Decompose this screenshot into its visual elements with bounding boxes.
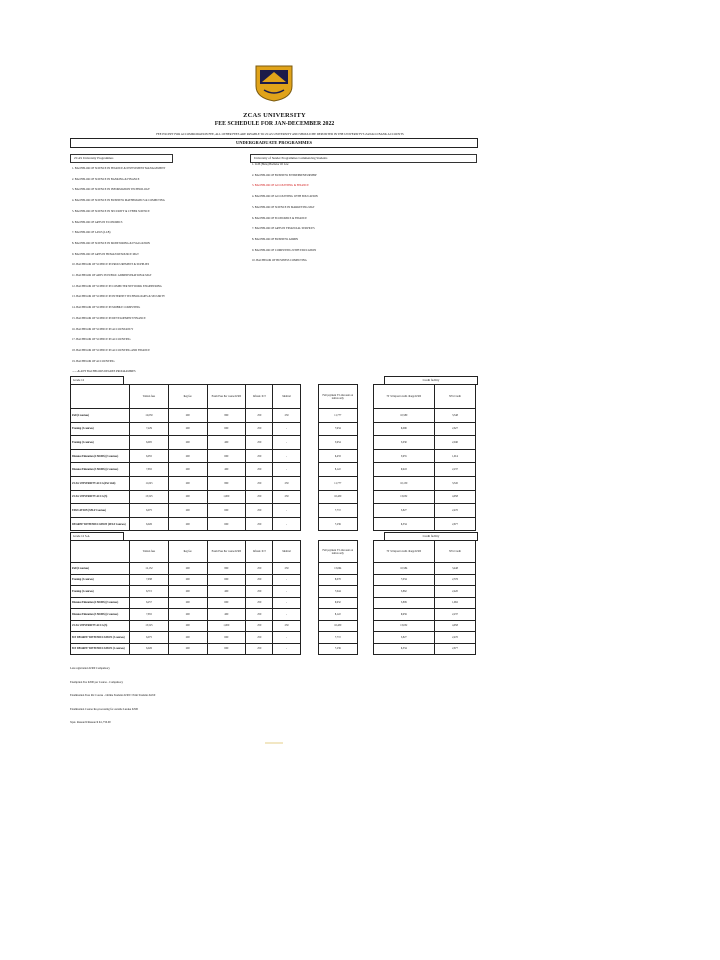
cell-tuition: 7,938 xyxy=(130,574,169,586)
column-spacer xyxy=(300,409,318,423)
cell-infra: 250 xyxy=(246,574,273,586)
col-header-blank xyxy=(71,541,130,563)
cell-exam: 600 xyxy=(207,504,246,518)
cell-infra: 250 xyxy=(246,620,273,632)
right-programme-item: 3. BACHELOR OF ACCOUNTING & FINANCE xyxy=(252,184,309,188)
column-spacer xyxy=(357,632,373,644)
column-spacer xyxy=(357,436,373,450)
cell-tuition: 6,026 xyxy=(130,517,169,531)
left-programme-item: 7. BACHELOR OF LAWS (LLB) xyxy=(72,231,111,235)
col-header-deposit: 70 % Deposit credit charge K300 xyxy=(373,541,434,563)
cell-credit: 3,448 xyxy=(434,563,475,575)
row-label: EDUCATION (SELF Courses) xyxy=(71,504,130,518)
cell-deposit: 5,030 xyxy=(373,436,434,450)
left-programme-item: 1. BACHELOR OF SCIENCE IN FINANCE & INVESTMENT MANAGEMENT xyxy=(72,167,166,170)
row-label: B.N DEGREE WITH EDUCATION (2 courses) xyxy=(71,643,130,655)
right-programme-item: 8. BACHELOR OF BUSINESS ADMIN xyxy=(252,237,299,241)
cell-credit: 2,420 xyxy=(434,586,475,598)
column-spacer xyxy=(300,504,318,518)
cell-exam: 600 xyxy=(207,517,246,531)
left-programme-item: 15. BACHELOR OF SCIENCE IN DEVELOPMENT FINANCE xyxy=(72,316,146,320)
cell-tuition: 6,075 xyxy=(130,632,169,644)
cell-exam: 400 xyxy=(207,586,246,598)
left-programme-item: 3. BACHELOR OF SCIENCE IN INFORMATION TECHNOLOGY xyxy=(72,188,150,192)
cell-medical: - xyxy=(273,463,300,477)
cell-tuition: 6,257 xyxy=(130,597,169,609)
column-spacer xyxy=(300,436,318,450)
cell-reg: 200 xyxy=(168,476,207,490)
column-spacer xyxy=(300,476,318,490)
cell-full: 7,239 xyxy=(318,517,357,531)
left-programme-item: 11. BACHELOR OF ARTS IN PUBLIC ADMINISTRATION & MGT xyxy=(72,274,152,277)
row-label: ZCAS UNIVERSITY ACCA (5) xyxy=(71,490,130,504)
right-programme-item: 6. BACHELOR OF ECONOMICS & FINANCE xyxy=(252,216,308,220)
cell-reg: 200 xyxy=(168,609,207,621)
col-header-reg: Reg fee xyxy=(168,385,207,409)
column-spacer xyxy=(300,609,318,621)
table1-credit-label: Credit facility xyxy=(384,376,478,385)
col-header-tuition: Tuition fees xyxy=(130,385,169,409)
cell-infra: 250 xyxy=(246,449,273,463)
cell-medical: - xyxy=(273,597,300,609)
cell-exam: 600 xyxy=(207,643,246,655)
cell-full: 7,044 xyxy=(318,586,357,598)
left-programmes-heading: ZCAS University Programmes xyxy=(70,154,173,163)
cell-deposit: 10,584 xyxy=(373,563,434,575)
footnote-line: Examination Fees Per Course - Online Students K300 / Print Students K450 xyxy=(70,694,156,697)
right-programme-item: 7. BACHELOR OF ARTS IN FINANCIAL SERVICES xyxy=(252,227,315,231)
column-spacer xyxy=(357,586,373,598)
cell-exam: 400 xyxy=(207,463,246,477)
cell-credit: 2,237 xyxy=(434,463,475,477)
left-programme-item: 8. BACHELOR OF SCIENCE IN MONITORING & EVALUATION xyxy=(72,241,150,245)
cell-medical: - xyxy=(273,436,300,450)
column-spacer xyxy=(357,541,373,563)
col-header-blank xyxy=(71,385,130,409)
cell-credit: 2,040 xyxy=(434,436,475,450)
column-spacer xyxy=(357,463,373,477)
column-spacer xyxy=(357,517,373,531)
left-programme-item: 9. BACHELOR OF ARTS IN HUMAN RESOURCE MGT xyxy=(72,252,139,256)
left-programme-item: 5. BACHELOR OF SCIENCE IN SECURITY & CYBER SCIENCE xyxy=(72,209,150,213)
cell-credit: 3,548 xyxy=(434,409,475,423)
column-spacer xyxy=(300,586,318,598)
right-programme-item: 5. BACHELOR OF SCIENCE IN MARKETING MGT xyxy=(252,205,315,209)
footnote-line: Exemption Fee K300 per Course - Compulsory xyxy=(70,680,123,684)
cell-deposit: 5,955 xyxy=(373,449,434,463)
col-header-medical: Medical xyxy=(273,541,300,563)
cell-exam: 400 xyxy=(207,609,246,621)
column-spacer xyxy=(357,597,373,609)
cell-deposit: 5,827 xyxy=(373,632,434,644)
cell-tuition: 6,075 xyxy=(130,504,169,518)
fee-row xyxy=(71,563,476,575)
fee-row xyxy=(71,620,476,632)
cell-deposit: 5,827 xyxy=(373,504,434,518)
row-label: ZCAS UNIVERSITY ACCA (5) xyxy=(71,620,130,632)
cell-reg: 200 xyxy=(168,490,207,504)
col-header-infra: Infrastr. ICT xyxy=(246,385,273,409)
cell-exam: 1,000 xyxy=(207,620,246,632)
row-label: Distance Education (4 MODS) (3 courses) xyxy=(71,597,130,609)
table1-label: Grade 12 xyxy=(70,376,124,385)
column-spacer xyxy=(357,563,373,575)
column-spacer xyxy=(357,609,373,621)
cell-reg: 200 xyxy=(168,517,207,531)
column-spacer xyxy=(357,574,373,586)
cell-medical: - xyxy=(273,517,300,531)
col-header-tuition: Tuition fees xyxy=(130,541,169,563)
row-label: B.N DEGREE WITH EDUCATION (3 courses) xyxy=(71,632,130,644)
column-spacer xyxy=(357,490,373,504)
fee-table-grade12 xyxy=(70,384,476,531)
university-crest-icon xyxy=(252,64,296,102)
cell-reg: 200 xyxy=(168,563,207,575)
cell-medical: - xyxy=(273,586,300,598)
cell-exam: 600 xyxy=(207,597,246,609)
fee-row xyxy=(71,609,476,621)
cell-infra: 250 xyxy=(246,586,273,598)
left-programme-item: 16. BACHELOR OF SCIENCE IN ACCOUNTANCY xyxy=(72,327,134,331)
cell-tuition: 15,525 xyxy=(130,490,169,504)
col-header-credit: 30% Credit xyxy=(434,385,475,409)
fee-table-grade12-sa xyxy=(70,540,476,655)
cell-reg: 200 xyxy=(168,422,207,436)
row-label: ZCAS UNIVERSITY ACCA (Per Unit) xyxy=(71,476,130,490)
fee-row xyxy=(71,632,476,644)
cell-exam: 400 xyxy=(207,436,246,450)
cell-infra: 250 xyxy=(246,436,273,450)
column-spacer xyxy=(357,409,373,423)
column-spacer xyxy=(300,574,318,586)
table2-label: Grade 12 S.A. xyxy=(70,532,124,541)
cell-medical: - xyxy=(273,504,300,518)
cell-deposit: 6,096 xyxy=(373,422,434,436)
col-header-exam: Exam Fees Per course K300 xyxy=(207,541,246,563)
cell-credit: 4,958 xyxy=(434,490,475,504)
row-label: Distance Education (3 MODS) (2 courses) xyxy=(71,609,130,621)
cell-infra: 250 xyxy=(246,632,273,644)
cell-full: 7,772 xyxy=(318,504,357,518)
cell-infra: 250 xyxy=(246,409,273,423)
cell-medical: 250 xyxy=(273,409,300,423)
cell-infra: 250 xyxy=(246,504,273,518)
row-label: Evening (3 courses) xyxy=(71,422,130,436)
col-header-exam: Exam Fees Per course K300 xyxy=(207,385,246,409)
cell-deposit: 10,150 xyxy=(373,476,434,490)
cell-reg: 200 xyxy=(168,586,207,598)
cell-exam: 1,000 xyxy=(207,490,246,504)
cell-full: 11,777 xyxy=(318,476,357,490)
right-programmes-heading: University of Sunder Programmes Commencing Students xyxy=(250,154,477,163)
row-label: DEGREE WITH EDUCATION (SELF Courses) xyxy=(71,517,130,531)
column-spacer xyxy=(357,476,373,490)
cell-credit: 2,677 xyxy=(434,517,475,531)
cell-credit: 4,958 xyxy=(434,620,475,632)
cell-infra: 250 xyxy=(246,563,273,575)
section-title: UNDERGRADUATE PROGRAMMES xyxy=(70,138,478,148)
cell-credit: 2,376 xyxy=(434,574,475,586)
cell-infra: 250 xyxy=(246,597,273,609)
cell-full: 6,932 xyxy=(318,597,357,609)
cell-full: 7,772 xyxy=(318,632,357,644)
cell-infra: 250 xyxy=(246,422,273,436)
fee-row xyxy=(71,490,476,504)
column-spacer xyxy=(300,632,318,644)
cell-exam: 800 xyxy=(207,563,246,575)
left-programme-item: 13. BACHELOR OF SCIENCE IN INTERNET TECHNOLOGIES & SECURITY xyxy=(72,295,166,299)
right-programme-item: 2. BACHELOR OF BUSINESS ENTREPRENEURSHIP xyxy=(252,173,317,177)
row-label: Full (4 courses) xyxy=(71,563,130,575)
cell-reg: 200 xyxy=(168,597,207,609)
cell-tuition: 6,055 xyxy=(130,449,169,463)
column-spacer xyxy=(300,385,318,409)
right-programme-item: 1. LLB (Hons) Bachelor Of Law xyxy=(252,163,289,166)
cell-reg: 200 xyxy=(168,632,207,644)
cell-tuition: 6,026 xyxy=(130,643,169,655)
column-spacer xyxy=(300,463,318,477)
cell-reg: 200 xyxy=(168,449,207,463)
left-programme-item: 10. BACHELOR OF SCIENCE IN PROCUREMENT & SUPPLIES xyxy=(72,263,150,267)
cell-full: 16,450 xyxy=(318,490,357,504)
column-spacer xyxy=(300,422,318,436)
fee-row xyxy=(71,422,476,436)
cell-reg: 200 xyxy=(168,463,207,477)
cell-medical: - xyxy=(273,449,300,463)
cell-reg: 200 xyxy=(168,620,207,632)
cell-infra: 250 xyxy=(246,476,273,490)
fee-row xyxy=(71,643,476,655)
footnote-line: Xpat. Research/Research K1,750.00 xyxy=(70,721,111,724)
left-programme-item: ........& ANY BACHELORS DEGREE PROGRAMMES xyxy=(72,370,136,374)
fee-row xyxy=(71,574,476,586)
right-programme-item: 9. BACHELOR OF COMPUTING WITH EDUCATION xyxy=(252,248,317,252)
fee-row xyxy=(71,597,476,609)
col-header-full: Full payment 5% discount on tuition only xyxy=(318,541,357,563)
fee-row xyxy=(71,586,476,598)
left-programme-item: 14. BACHELOR OF SCIENCE IN MOBILE COMPUTING xyxy=(72,306,141,310)
cell-deposit: 5,809 xyxy=(373,597,434,609)
cell-full: 16,450 xyxy=(318,620,357,632)
cell-medical: - xyxy=(273,609,300,621)
cell-credit: 2,627 xyxy=(434,422,475,436)
cell-tuition: 6,715 xyxy=(130,586,169,598)
left-programme-item: 19. BACHELOR OF ACCOUNTING xyxy=(72,359,115,363)
cell-full: 7,239 xyxy=(318,643,357,655)
column-spacer xyxy=(300,490,318,504)
column-spacer xyxy=(300,643,318,655)
cell-tuition: 15,525 xyxy=(130,620,169,632)
cell-reg: 200 xyxy=(168,409,207,423)
cell-full: 5,954 xyxy=(318,436,357,450)
cell-medical: - xyxy=(273,632,300,644)
cell-full: 8,122 xyxy=(318,463,357,477)
cell-tuition: 7,655 xyxy=(130,609,169,621)
fee-row xyxy=(71,436,476,450)
right-programme-item: 4. BACHELOR OF ACCOUNTING WITH EDUCATION xyxy=(252,195,318,199)
cell-medical: - xyxy=(273,643,300,655)
cell-credit: 1,962 xyxy=(434,597,475,609)
schedule-title: FEE SCHEDULE FOR JAN-DECEMBER 2022 xyxy=(214,121,335,127)
fee-row xyxy=(71,409,476,423)
left-programme-item: 2. BACHELOR OF SCIENCE IN BANKING & FINANCE xyxy=(72,177,140,181)
column-spacer xyxy=(300,517,318,531)
col-header-deposit: 70 % Deposit credit charge K300 xyxy=(373,385,434,409)
column-spacer xyxy=(300,449,318,463)
table2-credit-label: Credit facility xyxy=(384,532,478,541)
cell-deposit: 13,032 xyxy=(373,620,434,632)
cell-medical: 250 xyxy=(273,620,300,632)
cell-full: 13,064 xyxy=(318,563,357,575)
footnote-line: Late registration K300 Compulsory xyxy=(70,667,110,670)
cell-tuition: 7,655 xyxy=(130,463,169,477)
left-programme-item: 17. BACHELOR OF SCIENCE IN ACCOUNTING xyxy=(72,338,131,342)
cell-full: 7,934 xyxy=(318,422,357,436)
cell-tuition: 12,152 xyxy=(130,563,169,575)
cell-credit: 2,470 xyxy=(434,504,475,518)
cell-reg: 200 xyxy=(168,436,207,450)
cell-tuition: 6,005 xyxy=(130,436,169,450)
cell-deposit: 6,334 xyxy=(373,643,434,655)
column-spacer xyxy=(357,504,373,518)
row-label: Evening (3 courses) xyxy=(71,574,130,586)
fee-row xyxy=(71,517,476,531)
cell-full: 8,122 xyxy=(318,609,357,621)
university-name: ZCAS UNIVERSITY xyxy=(243,112,306,119)
left-programme-item: 4. BACHELOR OF SCIENCE IN BUSINESS MATHEMATICS & COMPUTING xyxy=(72,199,165,203)
cell-tuition: 12,050 xyxy=(130,409,169,423)
cell-exam: 600 xyxy=(207,632,246,644)
row-label: Distance Education (3 MODS) (2 courses) xyxy=(71,463,130,477)
cell-credit: 2,470 xyxy=(434,632,475,644)
column-spacer xyxy=(357,620,373,632)
fee-row xyxy=(71,504,476,518)
cell-full: 8,078 xyxy=(318,574,357,586)
cell-deposit: 10,580 xyxy=(373,409,434,423)
cell-medical: - xyxy=(273,574,300,586)
cell-reg: 200 xyxy=(168,574,207,586)
column-spacer xyxy=(357,449,373,463)
cell-deposit: 5,862 xyxy=(373,586,434,598)
cell-credit: 1,914 xyxy=(434,449,475,463)
fee-row xyxy=(71,449,476,463)
fee-row xyxy=(71,476,476,490)
cell-infra: 250 xyxy=(246,490,273,504)
cell-credit: 2,677 xyxy=(434,643,475,655)
cell-credit: 2,237 xyxy=(434,609,475,621)
cell-medical: 250 xyxy=(273,563,300,575)
page-marker xyxy=(265,742,283,744)
column-spacer xyxy=(357,385,373,409)
cell-deposit: 6,943 xyxy=(373,463,434,477)
footnote-line: Examination Course Re-processing for outside Lusaka K500 xyxy=(70,707,139,711)
column-spacer xyxy=(300,541,318,563)
cell-full: 11,777 xyxy=(318,409,357,423)
cell-reg: 200 xyxy=(168,504,207,518)
row-label: Full (4 courses) xyxy=(71,409,130,423)
left-programme-item: 12. BACHELOR OF SCIENCE IN COMPUTER NETWORK ENGINEERING xyxy=(72,284,162,288)
col-header-credit: 30% Credit xyxy=(434,541,475,563)
column-spacer xyxy=(357,643,373,655)
row-label: Evening (2 courses) xyxy=(71,436,130,450)
cell-medical: - xyxy=(273,422,300,436)
row-label: Distance Education (4 MODS) (3 courses) xyxy=(71,449,130,463)
cell-credit: 3,345 xyxy=(434,476,475,490)
cell-exam: 800 xyxy=(207,409,246,423)
column-spacer xyxy=(300,563,318,575)
col-header-reg: Reg fee xyxy=(168,541,207,563)
cell-exam: 600 xyxy=(207,449,246,463)
column-spacer xyxy=(357,422,373,436)
col-header-medical: Medical xyxy=(273,385,300,409)
payment-notice: FEE EXCEPT FOR ACCOMMODATION FEE, ALL OTHER FEES ARE PAYABLE TO ZCAS UNIVERSITY AND SHOULD BE DEPOSITED IN THE UNIVERSITY'S ZANACO BANK ACCOUNTS xyxy=(156,132,404,136)
column-spacer xyxy=(300,597,318,609)
cell-deposit: 13,032 xyxy=(373,490,434,504)
cell-medical: 250 xyxy=(273,490,300,504)
cell-infra: 250 xyxy=(246,609,273,621)
cell-infra: 250 xyxy=(246,643,273,655)
row-label: Evening (2 courses) xyxy=(71,586,130,598)
fee-row xyxy=(71,463,476,477)
cell-deposit: 6,334 xyxy=(373,517,434,531)
col-header-full: Full payment 5% discount on tuition only xyxy=(318,385,357,409)
cell-medical: 250 xyxy=(273,476,300,490)
cell-tuition: 7,229 xyxy=(130,422,169,436)
cell-deposit: 6,959 xyxy=(373,609,434,621)
cell-deposit: 7,034 xyxy=(373,574,434,586)
cell-exam: 800 xyxy=(207,476,246,490)
right-programme-item: 10. BACHELOR OF BUSINESS COMPUTING xyxy=(252,259,307,263)
col-header-infra: Infrastr. ICT xyxy=(246,541,273,563)
cell-exam: 600 xyxy=(207,574,246,586)
cell-tuition: 11,025 xyxy=(130,476,169,490)
column-spacer xyxy=(300,620,318,632)
cell-exam: 600 xyxy=(207,422,246,436)
cell-full: 6,433 xyxy=(318,449,357,463)
cell-infra: 250 xyxy=(246,463,273,477)
cell-reg: 200 xyxy=(168,643,207,655)
left-programme-item: 18. BACHELOR OF SCIENCE IN ACCOUNTING AND FINANCE xyxy=(72,348,151,352)
cell-infra: 250 xyxy=(246,517,273,531)
left-programme-item: 6. BACHELOR OF ARTS IN ECONOMICS xyxy=(72,220,123,224)
